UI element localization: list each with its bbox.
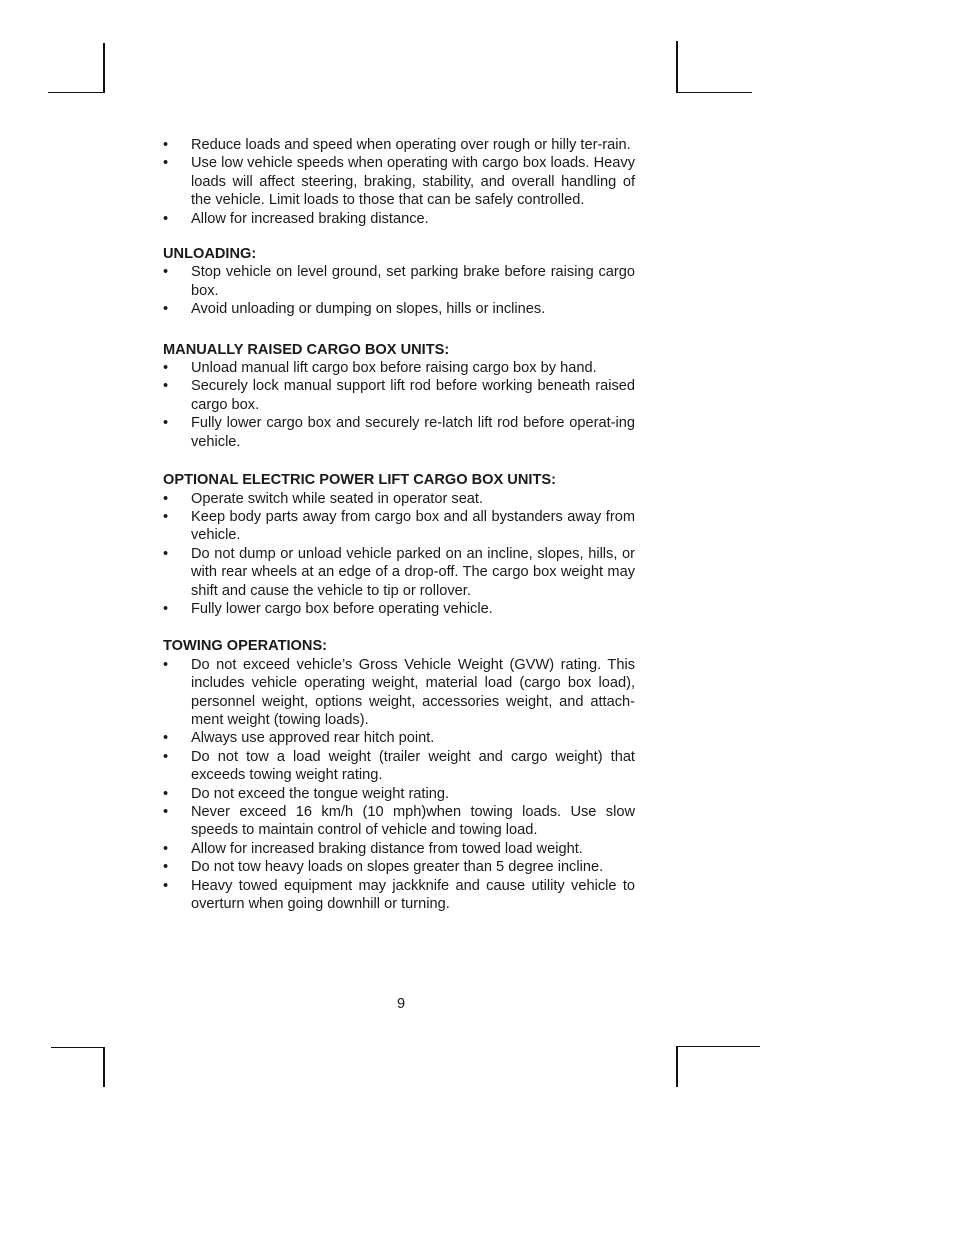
section-heading: MANUALLY RAISED CARGO BOX UNITS:: [163, 341, 450, 358]
list-item: • Always use approved rear hitch point.: [163, 729, 635, 747]
list-item: • Allow for increased braking distance from towed load weight.: [163, 840, 635, 858]
list-item: • Do not exceed vehicle’s Gross Vehicle Weight (GVW) rating. This includes vehicle operating weight, material load (cargo box load), personnel weight, options weight, accessories weight, and attach-ment weight (towing loads).: [163, 656, 635, 730]
crop-mark-bottom-right-vertical: [676, 1046, 678, 1087]
bullet-list: [163, 136, 635, 228]
list-item: • Heavy towed equipment may jackknife and cause utility vehicle to overturn when going downhill or turning.: [163, 877, 635, 914]
crop-mark-bottom-left-horizontal: [51, 1047, 105, 1048]
list-item: • Use low vehicle speeds when operating with cargo box loads. Heavy loads will affect steering, braking, stability, and overall handling of the vehicle. Limit loads to those that can be safely controlled.: [163, 154, 635, 209]
list-item: • Operate switch while seated in operator seat.: [163, 490, 635, 508]
section-general-loading: [163, 136, 635, 228]
page-content: [163, 136, 635, 913]
section-electric-power-lift: [163, 471, 635, 618]
list-item: • Fully lower cargo box before operating vehicle.: [163, 600, 635, 618]
section-towing-operations: [163, 637, 635, 913]
crop-mark-top-right-vertical: [676, 41, 678, 93]
list-item: • Do not exceed the tongue weight rating.: [163, 785, 635, 803]
section-heading: TOWING OPERATIONS:: [163, 638, 328, 655]
list-item: • Allow for increased braking distance.: [163, 210, 635, 228]
list-item: • Do not dump or unload vehicle parked on an incline, slopes, hills, or with rear wheels at an edge of a drop-off. The cargo box weight may shift and cause the vehicle to tip or rollover.: [163, 545, 635, 600]
bullet-list: [163, 263, 635, 318]
bullet-list: [163, 656, 635, 914]
list-item: • Do not tow a load weight (trailer weight and cargo weight) that exceeds towing weight rating.: [163, 748, 635, 785]
list-item: • Keep body parts away from cargo box and all bystanders away from vehicle.: [163, 508, 635, 545]
crop-mark-top-right-horizontal: [676, 92, 752, 93]
list-item: • Never exceed 16 km/h (10 mph)when towing loads. Use slow speeds to maintain control of vehicle and towing load.: [163, 803, 635, 840]
section-heading: OPTIONAL ELECTRIC POWER LIFT CARGO BOX UNITS:: [163, 472, 556, 489]
bullet-list: [163, 359, 635, 451]
page-number: 9: [396, 996, 406, 1012]
list-item: • Reduce loads and speed when operating over rough or hilly ter-rain.: [163, 136, 635, 154]
section-manually-raised-cargo-box: [163, 341, 635, 451]
list-item: • Unload manual lift cargo box before raising cargo box by hand.: [163, 359, 635, 377]
list-item: • Fully lower cargo box and securely re-latch lift rod before operat-ing vehicle.: [163, 414, 635, 451]
crop-mark-top-left-horizontal: [48, 92, 105, 93]
list-item: • Do not tow heavy loads on slopes greater than 5 degree incline.: [163, 858, 635, 876]
bullet-list: [163, 490, 635, 619]
list-item: • Stop vehicle on level ground, set parking brake before raising cargo box.: [163, 263, 635, 300]
section-heading: UNLOADING:: [163, 246, 257, 263]
list-item: • Securely lock manual support lift rod before working beneath raised cargo box.: [163, 377, 635, 414]
crop-mark-bottom-right-horizontal: [676, 1046, 760, 1047]
crop-mark-bottom-left-vertical: [103, 1047, 105, 1087]
crop-mark-top-left-vertical: [103, 43, 105, 93]
section-unloading: [163, 245, 635, 319]
list-item: • Avoid unloading or dumping on slopes, hills or inclines.: [163, 300, 635, 318]
